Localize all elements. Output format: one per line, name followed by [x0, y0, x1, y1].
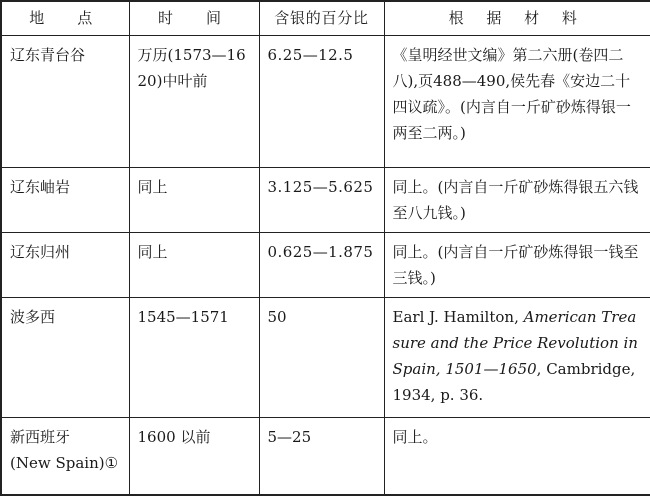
cell-time: 1600 以前 — [129, 417, 259, 495]
table-row — [1, 417, 650, 495]
place-line-2: (New Spain)① — [10, 453, 119, 472]
cell-source: 同上。 — [384, 417, 650, 495]
table-row — [1, 232, 650, 297]
cell-time: 同上 — [129, 167, 259, 232]
cell-source — [384, 297, 650, 417]
cell-time: 1545—1571 — [129, 297, 259, 417]
table-row — [1, 167, 650, 232]
source-title: American Treasure and the Price Revolution in Spain, 1501—1650 — [392, 307, 638, 378]
cell-silver-percent: 50 — [259, 297, 384, 417]
place-line-1: 新西班牙 — [10, 427, 71, 446]
cell-silver-percent: 5—25 — [259, 417, 384, 495]
source-author: Earl J. Hamilton, — [392, 307, 519, 326]
header-time: 时 间 — [129, 1, 259, 35]
cell-silver-percent: 0.625—1.875 — [259, 232, 384, 297]
cell-time: 同上 — [129, 232, 259, 297]
cell-source: 同上。(内言自一斤矿砂炼得银五六钱至八九钱。) — [384, 167, 650, 232]
header-silver-percent: 含银的百分比 — [259, 1, 384, 35]
source-tail: , Cambridge, 1934, p. 36. — [392, 359, 636, 404]
cell-place: 辽东归州 — [1, 232, 129, 297]
header-row — [1, 1, 650, 35]
cell-place: 辽东青台谷 — [1, 35, 129, 167]
cell-time: 万历(1573—1620)中叶前 — [129, 35, 259, 167]
table-row — [1, 35, 650, 167]
cell-source: 同上。(内言自一斤矿砂炼得银一钱至三钱。) — [384, 232, 650, 297]
cell-place — [1, 417, 129, 495]
header-place: 地 点 — [1, 1, 129, 35]
cell-silver-percent: 3.125—5.625 — [259, 167, 384, 232]
cell-source: 《皇明经世文编》第二六册(卷四二八),页488—490,侯先春《安边二十四议疏》。(内言自一斤矿砂炼得银一两至二两。) — [384, 35, 650, 167]
header-source: 根 据 材 料 — [384, 1, 650, 35]
cell-silver-percent: 6.25—12.5 — [259, 35, 384, 167]
table-row — [1, 297, 650, 417]
cell-place: 波多西 — [1, 297, 129, 417]
cell-place: 辽东岫岩 — [1, 167, 129, 232]
